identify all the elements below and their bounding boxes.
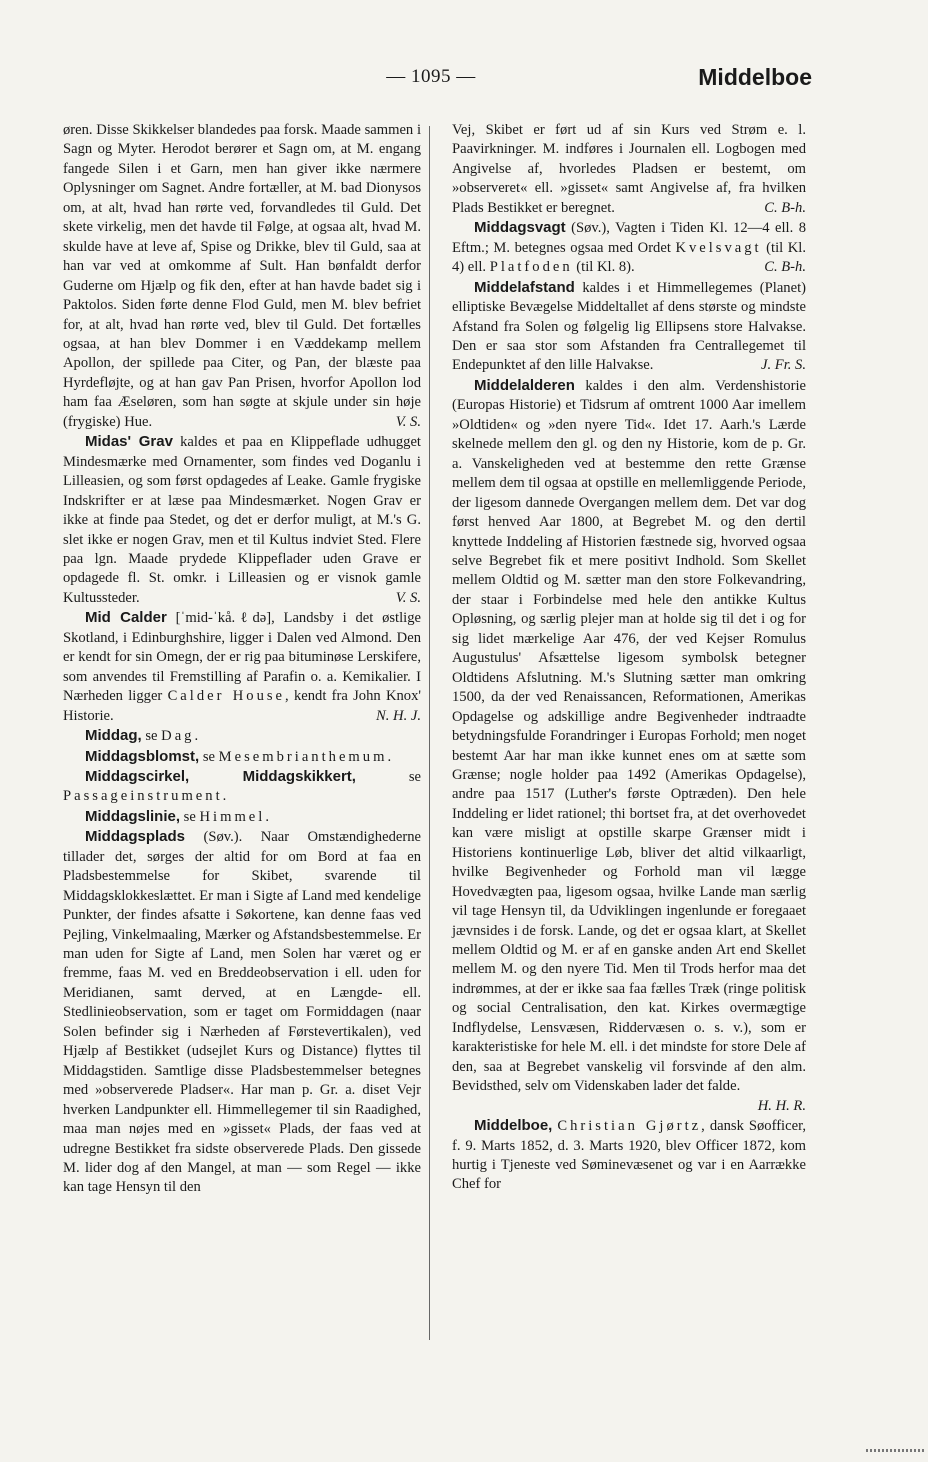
punctuation: . bbox=[387, 748, 392, 765]
see-label: se bbox=[202, 748, 215, 765]
author-signature: V. S. bbox=[395, 413, 421, 430]
headword: Middagsplads bbox=[85, 828, 186, 846]
spaced-name: Christian Gjørtz bbox=[557, 1118, 702, 1135]
entry-middelalderen bbox=[452, 376, 806, 1116]
entry-middagslinie bbox=[63, 807, 421, 827]
entry-text: (Søv.). Naar Omstændighederne tillader det, sørges der altid for om Bord at faa en Pladsbestemmelse for Skibet, svarende til Middagsklokkeslættet. Er man i Sigte af Land med kendelige Punkter, der findes afsatte i Søkortene, kan denne faas ved Pejling, Vinkelmaaling, Mærker og Afstandsbestemmelse. Er man uden for Sigte af Land, men Solen har været og er fremme, faas M. ved en Breddeobservation i ell. uden for Meridianen, samt derved, at en Længde- ell. Stedlinieobservation, som er taget om Formiddagen (naar Solen befinder sig i Nærheden af Førstevertikalen), ved Hjælp af Bestikket (udsejlet Kurs og Distance) flyttes til Middagstiden. Samtlige disse Pladsbestemmelser betegnes med »observerede Pladser«. Har man p. Gr. a. diset Vejr hverken Landpunkter ell. Himmellegemer til sin Raadighed, maa man nøjes med en »gisset« Plads, der faas ved at udregne Bestikket fra sidste observerede Plads. Den gissede M. lider dog af den Mangel, at man — som Regel — ikke kan tage Hensyn til den bbox=[63, 829, 421, 1196]
entry-text: (til Kl. 4) ell. bbox=[452, 239, 806, 276]
entry-middagsplads bbox=[63, 827, 421, 1198]
author-signature: C. B-h. bbox=[764, 199, 806, 216]
entry-mid-calder bbox=[63, 608, 421, 726]
punctuation: . bbox=[194, 728, 199, 745]
headword: Middelalderen bbox=[474, 376, 575, 394]
see-label: se bbox=[408, 768, 421, 785]
entry-middagsblomst bbox=[63, 747, 421, 767]
scan-edge-mark bbox=[866, 1449, 926, 1452]
cross-reference: Mesembrianthemum bbox=[218, 748, 388, 765]
entry-text: (Søv.), Vagten i Tiden Kl. 12—4 ell. 8 Eftm.; M. betegnes ogsaa med Ordet bbox=[452, 220, 806, 256]
entry-text: , kendt fra John Knox' Historie. bbox=[63, 688, 422, 724]
entry-middagscirkel bbox=[63, 767, 421, 807]
entry-text: kaldes i den alm. Verdenshistorie (Europas Historie) et Tidsrum af omtrent 1000 Aar imellem »Oldtiden« og »den nyere Tid«. Idet 17. Aarh.'s Lærde skelnede mellem den gl. og den ny Historie, kom de p. Gr. a. Vanskeligheden ved at bestemme den rette Grænse mellem dem til ogsaa at opstille en mellemliggende Periode, der ligesom dannede Overgangen mellem dem. Det var dog først henved Aar 1800, at Begrebet M. og den dertil knyttede Inddeling af Historien fæstnede sig, hvorved ogsaa selve Begrebet fik et mere positivt Indhold. Som Skellet mellem Oldtid og M. sætter man den store Folkevandring, der staar i Forbindelse med hele den antikke Kultus Opløsning, og særlig plejer man at holde sig til det i og for sig lidet mærkelige Aar 476, der ved Kejser Romulus Augustulus' Afsættelse ligesom symbolsk betegner Oldtidens Afslutning. M.'s Slutning sætter man omkring 1500, da der ved Renaissancen, Reformationen, Amerikas Opdagelse og adskillige andre Begivenheder indtraadte betydningsfulde Forandringer i Europas Forhold; men noget bestemt Aar har man ikke kunnet enes om at sætte som Grænse; nogle holder paa 1492 (Amerikas Opdagelse), andre paa 1517 (Luther's første Optræden). Den hele Inddeling er lidet rationel; thi bortset fra, at det overhovedet kan være misligt at opstille skarpe Grænser midt i Historiens kontinuerlige Løb, bliver det altid vilkaarligt, hvilke Begivenheder og Forhold man vil lægge Hovedvægten paa, ligesom ogsaa, hvilke Lande man særlig vil tage Hensyn til, da Udviklingen ingenlunde er foregaaet jævnsides i de forsk. Lande, og det er ogsaa klart, at Skellet mellem Oldtid og M. er af en ganske anden Art end Skellet mellem M. og den nyere Tid. Men til Trods herfor maa det indrømmes, at der er ikke saa faa fælles Træk (ringe politisk og social Centralisation, den kat. Kirkes overmægtige Indflydelse, Lensvæsen, Riddervæsen o. s. v.), som er karakteristiske for hele M. ell. i det mindste for store Dele af den, saa at Begrebet vanskelig vil forsvinde af den alm. Bevidsthed, selv om Videnskaben lader det falde. bbox=[452, 377, 806, 1095]
entry-middagsvagt bbox=[452, 218, 806, 277]
headword: Mid Calder bbox=[85, 609, 167, 627]
column-divider bbox=[429, 126, 430, 1340]
see-label: se bbox=[183, 808, 196, 825]
author-signature: H. H. R. bbox=[757, 1097, 806, 1114]
headword: Midas' Grav bbox=[85, 433, 173, 451]
entry-midas-continuation bbox=[63, 121, 421, 432]
headword: Middagslinie, bbox=[85, 807, 181, 825]
running-head: Middelboe bbox=[698, 64, 812, 90]
headword: Middag, bbox=[85, 727, 142, 745]
page-number: — 1095 — bbox=[386, 66, 476, 87]
entry-middagsplads-continuation bbox=[452, 121, 806, 218]
headword: Middagsvagt bbox=[474, 219, 566, 237]
headword: Middelafstand bbox=[474, 278, 575, 296]
headword: Middagscirkel, Middagskikkert, bbox=[85, 767, 356, 785]
right-column bbox=[452, 121, 806, 1195]
headword: Middelboe, bbox=[474, 1117, 553, 1135]
entry-text: , dansk Søofficer, f. 9. Marts 1852, d. 3. Marts 1920, blev Officer 1872, kom hurtig i Tjeneste ved Søminevæsenet og var i en Aarrække Chef for bbox=[452, 1118, 806, 1193]
author-signature: V. S. bbox=[395, 589, 421, 606]
spaced-reference: Calder House bbox=[167, 688, 286, 705]
author-signature: J. Fr. S. bbox=[761, 357, 806, 374]
cross-reference: Himmel bbox=[199, 808, 266, 825]
author-signature: C. B-h. bbox=[764, 259, 806, 276]
entry-middelboe bbox=[452, 1116, 806, 1195]
entry-text: [ˈmid-ˈkå.ℓdə], Landsby i det østlige Skotland, i Edinburghshire, ligger i Dalen ved Almond. Den er kendt for sin Omegn, der er rig paa bituminøse Lerskifere, som anvendes til Fremstilling af Parafin o. a. Kemikalier. I Nærheden ligger bbox=[63, 610, 421, 705]
cross-reference: Dag bbox=[161, 728, 195, 745]
left-column bbox=[63, 121, 421, 1198]
entry-text: (til Kl. 8). bbox=[576, 259, 635, 276]
spaced-term: Kvelsvagt bbox=[675, 239, 762, 256]
entry-middelafstand bbox=[452, 278, 806, 376]
entry-text: øren. Disse Skikkelser blandedes paa forsk. Maade sammen i Sagn og Myter. Herodot berører et Sagn om, at M. engang fangede Silen i et Garn, men han giver ikke nærmere Oplysninger om Sagnet. Andre fortæller, at M. bad Dionysos om, at alt, hvad han rørte ved, forvandledes til Guld. Det skete virkelig, men det havde til Følge, at ogsaa alt, hvad M. skulde have at leve af, Spise og Drikke, blev til Guld, saa at han var ved at omkomme af Sult. Han bønfaldt derfor Guderne om Hjælp og fik den, efter at han havde badet sig i Paktolos. Siden førte denne Flod Guld, men M. blev befriet for, at alt, hvad han rørte ved, blev til Guld. Det fortælles ogsaa, at han blev Dommer i en Væddekamp mellem Apollon, der spillede paa Citer, og Pan, der blæste paa Hyrdefløjte, og at han gav Pan Prisen, hvorfor Apollon lod ham faa Æseløren, som han søgte at skjule under sin høje (frygiske) Hue. bbox=[63, 122, 421, 430]
punctuation: . bbox=[265, 808, 269, 825]
spaced-term: Platfoden bbox=[489, 259, 573, 276]
entry-text: kaldes et paa en Klippeflade udhugget Mindesmærke med Ornamenter, som findes ved Doganlu i Lilleasien, og som først opdagedes af Leake. Gamle frygiske Indskrifter er at læse paa Mindesmærket. Nogen Grav er ikke at finde paa Stedet, og det er derfor muligt, at M.'s G. slet ikke er nogen Grav, men et til Kultus indviet Sted. Flere paa lgn. Maade prydede Klippeflader uden Grave er opdagede fl. St. omkr. i Lilleasien og er visnok gamle Kultussteder. bbox=[63, 434, 421, 606]
see-label: se bbox=[145, 728, 158, 745]
headword: Middagsblomst, bbox=[85, 747, 200, 765]
punctuation: . bbox=[222, 788, 227, 805]
entry-midas-grav bbox=[63, 432, 421, 608]
cross-reference: Passageinstrument bbox=[63, 788, 223, 805]
author-signature: N. H. J. bbox=[376, 707, 421, 724]
entry-text: kaldes i et Himmellegemes (Planet) elliptiske Bevægelse Middeltallet af dens største og mindste Afstand fra Solen og følgelig lig Ellipsens store Halvakse. Den er saa stor som Afstanden fra Centrallegemet til Endepunktet af den lille Halvakse. bbox=[452, 279, 806, 374]
entry-middag bbox=[63, 726, 421, 746]
entry-text: Vej, Skibet er ført ud af sin Kurs ved Strøm e. l. Paavirkninger. M. indføres i Journalen ell. Logbogen med Angivelse af, hvorledes Pladsen er bestemt, om »observeret« ell. »gisset« samt Angivelse af, fra hvilken Plads Bestikket er beregnet. bbox=[452, 122, 806, 216]
